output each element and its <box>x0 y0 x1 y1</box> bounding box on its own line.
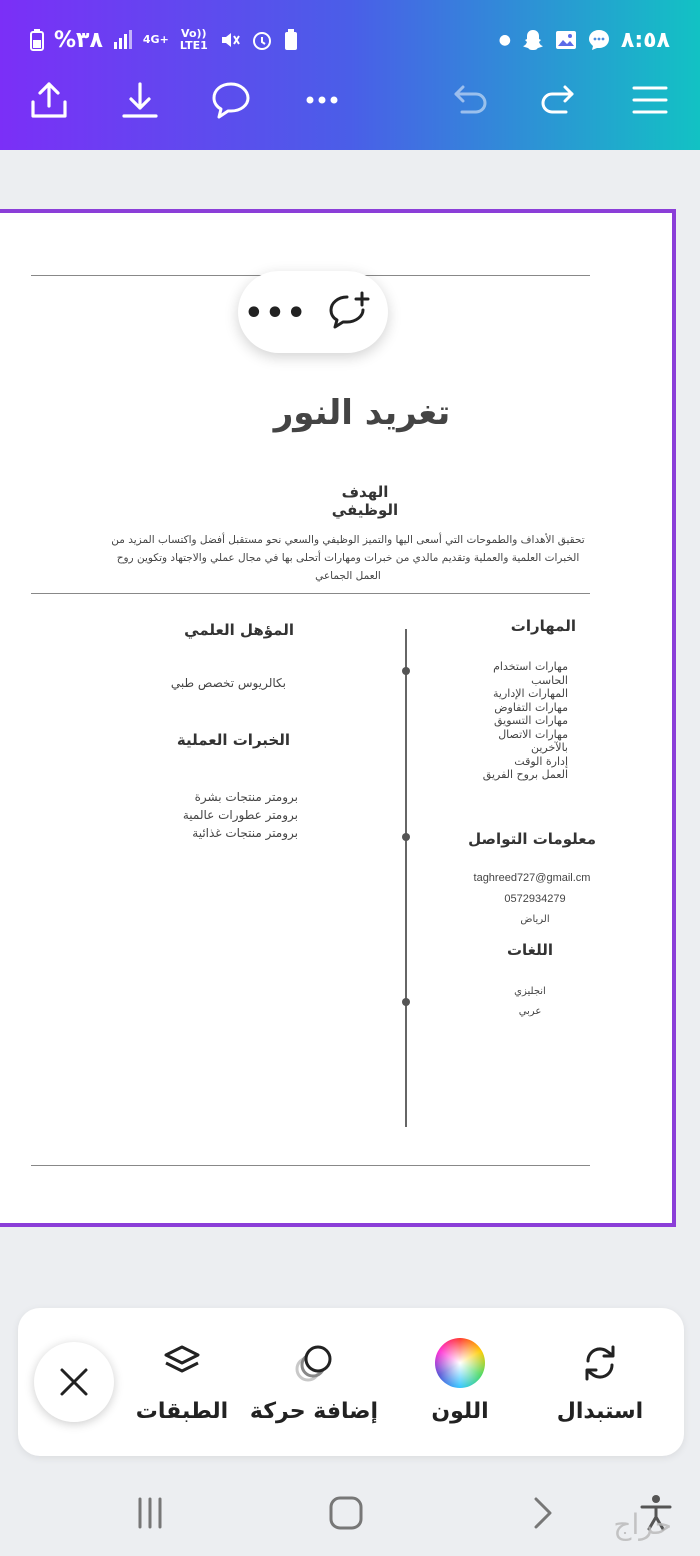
timeline-line <box>405 629 407 1127</box>
contact-email: taghreed727@gmail.cm <box>473 872 591 884</box>
download-button[interactable] <box>112 72 168 128</box>
recent-apps-icon <box>130 1493 170 1533</box>
close-button[interactable] <box>34 1342 114 1422</box>
education-text: بكالريوس تخصص طبي <box>170 676 286 690</box>
skill-item: العمل بروح الفريق <box>482 768 568 781</box>
skill-item: الحاسب <box>531 673 568 687</box>
skills-list <box>440 660 568 782</box>
skills-title: المهارات <box>510 617 576 635</box>
comment-button[interactable] <box>203 72 259 128</box>
experience-title: الخبرات العملية <box>176 731 290 749</box>
notification-dot-icon: ● <box>498 32 511 48</box>
redo-icon <box>536 78 580 122</box>
watermark: حراج <box>613 1508 672 1541</box>
language-item: عربي <box>518 1006 542 1017</box>
animate-tool[interactable] <box>244 1335 384 1435</box>
share-icon <box>27 78 71 122</box>
top-app-bar <box>0 0 700 150</box>
objective-title: الهدف الوظيفي <box>331 483 399 519</box>
bottom-divider <box>31 1165 590 1166</box>
menu-icon <box>628 78 672 122</box>
context-bubble <box>238 271 388 353</box>
color-wheel-icon <box>435 1338 485 1388</box>
bubble-more-button[interactable]: ••• <box>244 295 308 331</box>
skill-item: مهارات التفاوض <box>494 700 568 714</box>
contact-title: معلومات التواصل <box>468 830 596 848</box>
experience-item: برومتر منتجات غذائية <box>192 826 298 840</box>
color-tool[interactable] <box>390 1335 530 1435</box>
menu-button[interactable] <box>622 72 678 128</box>
middle-divider <box>31 593 590 594</box>
skill-item: مهارات التسويق <box>494 714 568 727</box>
experience-list <box>150 788 298 842</box>
recent-apps-button[interactable] <box>120 1488 180 1538</box>
resume-name: تغريد النور <box>273 393 451 433</box>
timeline-dot <box>402 998 410 1006</box>
battery-saver-icon <box>283 29 299 51</box>
experience-item: برومتر منتجات بشرة <box>194 790 298 804</box>
status-bar-left <box>30 22 299 58</box>
replace-icon <box>578 1341 622 1385</box>
more-button[interactable] <box>294 72 350 128</box>
design-canvas-selected[interactable] <box>0 209 676 1227</box>
contact-city: الرياض <box>520 914 550 925</box>
education-title: المؤهل العلمي <box>184 621 294 639</box>
mute-icon <box>219 29 241 51</box>
resume-page <box>0 213 672 1223</box>
layers-label: الطبقات <box>135 1399 229 1424</box>
home-button[interactable] <box>316 1488 376 1538</box>
layers-tool[interactable] <box>112 1335 252 1435</box>
replace-tool[interactable] <box>530 1335 670 1435</box>
color-label: اللون <box>431 1399 489 1424</box>
language-item: انجليزي <box>514 986 546 997</box>
battery-icon <box>30 29 44 51</box>
network-lte: Vo)) LTE1 <box>179 27 208 52</box>
signal-icon <box>113 30 133 50</box>
skill-item: بالآخرين <box>531 741 568 754</box>
layers-icon <box>160 1341 204 1385</box>
experience-item: برومتر عطورات عالمية <box>182 808 298 822</box>
comment-icon <box>209 78 253 122</box>
timeline-dot <box>402 833 410 841</box>
battery-percent: %٣٨ <box>54 27 103 53</box>
close-icon <box>56 1364 92 1400</box>
system-nav-bar <box>0 1470 700 1556</box>
animate-icon <box>290 1339 338 1387</box>
share-button[interactable] <box>21 72 77 128</box>
download-icon <box>118 78 162 122</box>
animate-label: إضافة حركة <box>249 1399 379 1424</box>
network-gen: 4G+ <box>142 33 169 46</box>
gallery-icon <box>555 29 577 51</box>
status-bar-right <box>499 22 670 58</box>
status-time: ٨:٥٨ <box>620 27 670 53</box>
replace-label: استبدال <box>556 1399 644 1424</box>
skill-item: إدارة الوقت <box>514 754 568 768</box>
back-icon <box>522 1493 562 1533</box>
home-icon <box>326 1493 366 1533</box>
languages-title: اللغات <box>506 941 554 959</box>
editor-toolbar <box>0 72 700 128</box>
alarm-icon <box>251 29 273 51</box>
timeline-dot <box>402 667 410 675</box>
undo-icon <box>448 78 492 122</box>
skill-item: مهارات استخدام <box>493 660 568 673</box>
undo-button[interactable] <box>442 72 498 128</box>
add-comment-icon[interactable] <box>326 289 372 335</box>
messages-icon <box>587 28 611 52</box>
snapchat-icon <box>521 28 545 52</box>
contact-phone: 0572934279 <box>504 893 566 905</box>
redo-button[interactable] <box>530 72 586 128</box>
more-icon <box>300 78 344 122</box>
objective-text: تحقيق الأهداف والطموحات التي أسعى اليها والتميز الوظيفي والسعي نحو مستقبل أفضل واكتساب المزيد من الخبرات العلمية والعملية وتقديم مالدي من خبرات ومهارات أتحلى بها في مجال عملي والاجتهاد وتكوين روح العمل الجماعي <box>111 534 585 582</box>
back-button[interactable] <box>512 1488 572 1538</box>
skill-item: المهارات الإدارية <box>493 687 568 700</box>
skill-item: مهارات الاتصال <box>498 727 568 741</box>
